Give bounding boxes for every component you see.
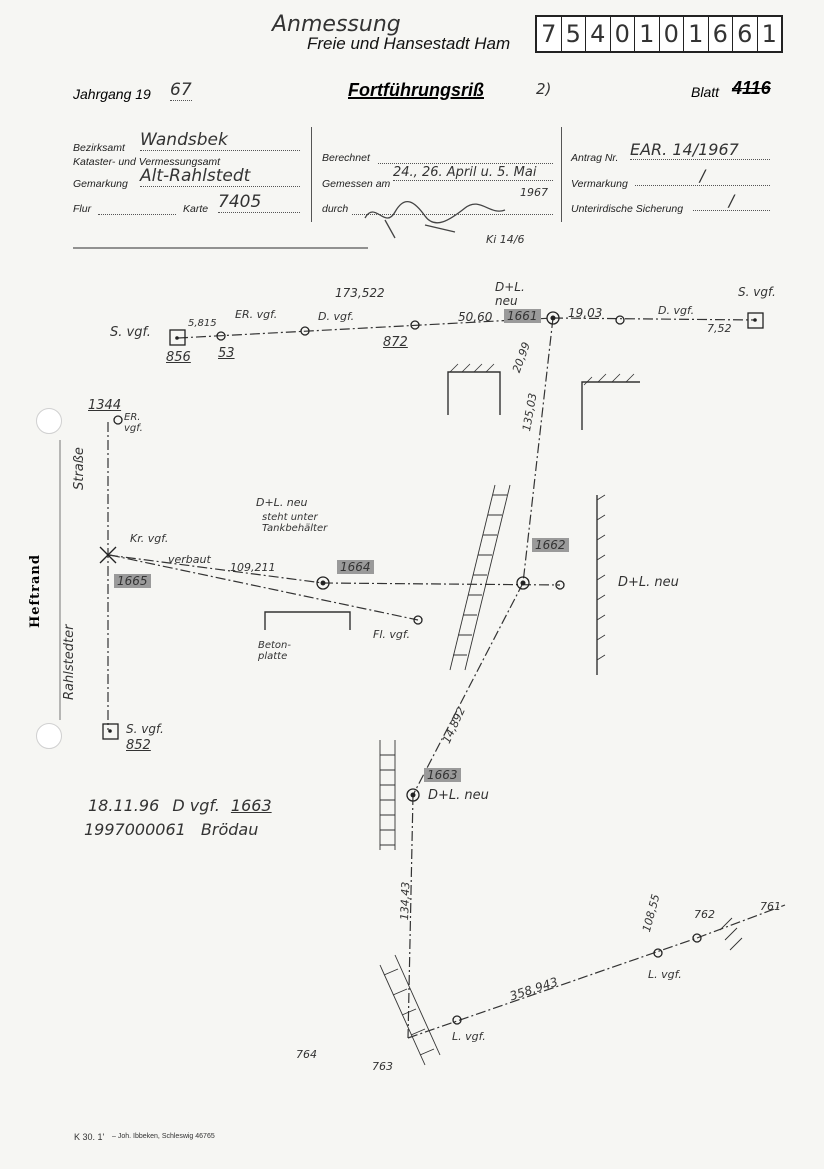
point-label: 53: [218, 346, 235, 361]
measurement: 50,60: [458, 310, 493, 324]
measurement: 358,943: [508, 974, 560, 1004]
measurement: 5,815: [188, 318, 217, 329]
note-d-l-neu: D+L. neu: [428, 788, 489, 803]
gemarkung-label: Gemarkung: [73, 178, 128, 190]
note-d-l-neu: D+L. neu: [256, 496, 308, 509]
measurement: 109,211: [230, 561, 276, 574]
footnote-text: D vgf.: [172, 796, 220, 815]
gemessen-year: 1967: [520, 186, 548, 199]
measurement: 135,03: [520, 392, 540, 433]
footnote-name: Brödau: [200, 820, 259, 839]
measurement: 7,52: [707, 322, 732, 335]
point-label: D. vgf.: [658, 304, 695, 317]
vermarkung-value: /: [635, 166, 770, 186]
jahrgang-value: 67: [170, 80, 192, 100]
doc-digit: 0: [611, 17, 636, 51]
footer-printer: – Joh. Ibbeken, Schleswig 46765: [112, 1133, 215, 1140]
street-label: Straße: [72, 447, 87, 490]
point-label: S. vgf.: [110, 325, 151, 340]
kataster-label: Kataster- und Vermessungsamt: [73, 156, 221, 168]
highlighted-point-1662: 1662: [532, 538, 569, 552]
point-label: 762: [694, 908, 715, 921]
measurement: 20,99: [510, 340, 533, 375]
point-label: Fl. vgf.: [373, 628, 411, 641]
highlighted-point-1664: 1664: [337, 560, 374, 574]
point-label: S. vgf.: [126, 722, 164, 736]
point-label: L. vgf.: [648, 968, 682, 981]
gemessen-value: 24., 26. April u. 5. Mai: [393, 165, 553, 181]
doc-digit: 1: [761, 20, 777, 48]
jahrgang-label: Jahrgang 19: [73, 86, 151, 102]
footnote-date: 18.11.96: [88, 796, 160, 815]
highlighted-point-1661: 1661: [504, 309, 541, 323]
doc-digit: 1: [684, 17, 709, 51]
measurement: 108,55: [640, 892, 663, 934]
footnote-point: 1663: [230, 796, 272, 815]
point-label: 852: [126, 738, 151, 753]
measurement: 19,03: [568, 306, 603, 320]
footnote-number: 1997000061: [84, 820, 186, 839]
measurement: 173,522: [335, 286, 385, 300]
durch-label: durch: [322, 203, 349, 215]
note-steht-unter: steht unter Tankbehälter: [262, 512, 328, 534]
doc-digit: 5: [562, 17, 587, 51]
point-label: 764: [296, 1048, 317, 1061]
point-label: 872: [383, 335, 408, 350]
point-label: L. vgf.: [452, 1030, 486, 1043]
highlighted-point-1663: 1663: [424, 768, 461, 782]
riss-suffix: 2): [536, 80, 552, 98]
footnote-line-1: [88, 796, 272, 815]
point-label: 761: [760, 900, 781, 913]
note-d-l-neu: D+L. neu: [618, 575, 679, 590]
note-verbaut: verbaut: [168, 553, 211, 566]
flur-label: Flur: [73, 203, 92, 215]
karte-label: Karte: [183, 203, 209, 215]
point-label: 763: [372, 1060, 393, 1073]
gemarkung-value: Alt-Rahlstedt: [140, 166, 300, 187]
sicherung-value: /: [693, 191, 770, 211]
street-name: Rahlstedter: [62, 624, 77, 700]
doc-digit: 6: [733, 17, 758, 51]
blatt-label: Blatt: [691, 84, 720, 100]
berechnet-label: Berechnet: [322, 152, 370, 164]
point-label: 1344: [88, 398, 122, 413]
bezirksamt-label: Bezirksamt: [73, 142, 125, 154]
blatt-value: 4116: [732, 78, 771, 98]
heftrand-label: Heftrand: [28, 554, 43, 628]
point-label: S. vgf.: [738, 285, 776, 299]
measurement: 134,43: [398, 881, 413, 921]
point-label: 856: [166, 350, 191, 365]
measurement: 14,892: [440, 705, 469, 746]
doc-digit: 6: [709, 17, 734, 51]
point-label: Kr. vgf.: [130, 532, 169, 545]
karte-value: 7405: [218, 192, 300, 213]
antrag-label: Antrag Nr.: [571, 152, 619, 164]
doc-digit: 1: [635, 17, 660, 51]
doc-digit: 7: [537, 17, 562, 51]
note-d-l-neu: D+L. neu: [495, 280, 525, 308]
doc-digit: 4: [586, 17, 611, 51]
note-betonplatte: Beton-platte: [258, 640, 291, 662]
footnote-line-2: [84, 820, 258, 839]
bezirksamt-value: Wandsbek: [140, 130, 300, 151]
footer-form-code: K 30. 1': [74, 1132, 105, 1142]
vermarkung-label: Vermarkung: [571, 178, 628, 190]
note-ki: Ki 14/6: [486, 233, 525, 246]
doc-digit: 0: [660, 17, 685, 51]
gemessen-label: Gemessen am: [322, 178, 391, 190]
highlighted-point-1665: 1665: [114, 574, 151, 588]
point-label: D. vgf.: [318, 310, 355, 323]
point-label: ER. vgf.: [124, 412, 143, 434]
riss-title: Fortführungsriß: [348, 80, 484, 100]
point-label: ER. vgf.: [235, 308, 278, 321]
handwritten-top-note: Anmessung: [272, 12, 401, 37]
page-title: Freie und Hansestadt Ham: [307, 34, 511, 53]
sicherung-label: Unterirdische Sicherung: [571, 203, 684, 215]
antrag-value: EAR. 14/1967: [630, 140, 770, 160]
